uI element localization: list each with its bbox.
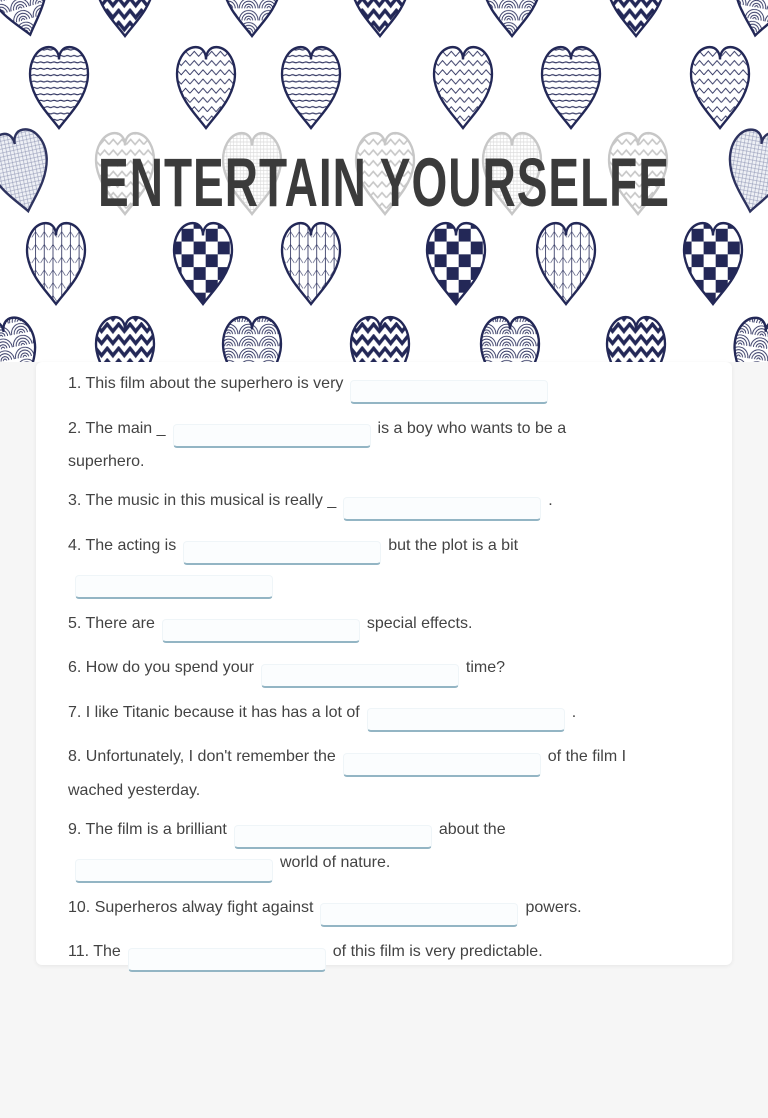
exercise-item: [68, 487, 700, 521]
exercise-text: special effects.: [366, 614, 473, 632]
answer-input[interactable]: [183, 541, 381, 565]
exercise-item: [68, 370, 700, 404]
answer-input[interactable]: [173, 424, 371, 448]
exercise-text: 8. Unfortunately, I don't remember the: [68, 748, 336, 765]
exercise-text: 11. The: [68, 943, 121, 960]
answer-input[interactable]: [343, 753, 541, 777]
answer-input[interactable]: [162, 619, 360, 643]
answer-input[interactable]: [343, 497, 541, 521]
exercise-item: [68, 816, 700, 883]
answer-input[interactable]: [261, 664, 459, 688]
exercise-text: 3. The music in this musical is really _: [68, 492, 337, 509]
exercise-text: world of nature.: [280, 854, 391, 871]
exercise-text: 2. The main _: [68, 419, 166, 437]
exercise-text: superhero.: [68, 453, 145, 470]
answer-input[interactable]: [367, 708, 565, 732]
answer-input[interactable]: [320, 903, 518, 927]
exercise-text: powers.: [525, 898, 582, 916]
answer-input[interactable]: [75, 575, 273, 599]
exercise-text: 10. Superheros alway fight against: [68, 898, 314, 916]
answer-input[interactable]: [350, 380, 548, 404]
exercise-text: but the plot is a bit: [388, 536, 519, 554]
exercise-text: 6. How do you spend your: [68, 659, 254, 676]
exercise-list: [68, 370, 700, 972]
exercise-text: about the: [438, 820, 506, 838]
exercise-text: 1. This film about the superhero is very: [68, 375, 344, 392]
exercise-item: [68, 532, 700, 599]
exercise-text: 5. There are: [68, 614, 155, 632]
exercise-text: 4. The acting is: [68, 536, 177, 554]
answer-input[interactable]: [234, 825, 432, 849]
worksheet-card: [36, 362, 732, 965]
exercise-text: of the film I: [547, 748, 627, 765]
exercise-text: 7. I like Titanic because it has has a lot of: [68, 703, 360, 721]
exercise-text: .: [548, 492, 553, 509]
exercise-item: [68, 610, 700, 644]
exercise-item: [68, 938, 700, 972]
exercise-text: of this film is very predictable.: [332, 943, 543, 960]
exercise-item: [68, 654, 700, 688]
exercise-item: [68, 743, 700, 805]
exercise-text: 9. The film is a brilliant: [68, 820, 227, 838]
exercise-item: [68, 415, 700, 477]
exercise-item: [68, 894, 700, 928]
exercise-text: wached yesterday.: [68, 781, 201, 799]
answer-input[interactable]: [75, 859, 273, 883]
exercise-text: is a boy who wants to be a: [377, 419, 567, 437]
worksheet-title: ENTERTAIN YOURSELFE: [98, 143, 670, 221]
exercise-item: [68, 699, 700, 733]
exercise-text: .: [571, 703, 577, 721]
exercise-text: time?: [465, 659, 506, 676]
answer-input[interactable]: [128, 948, 326, 972]
worksheet-header: [0, 0, 768, 362]
